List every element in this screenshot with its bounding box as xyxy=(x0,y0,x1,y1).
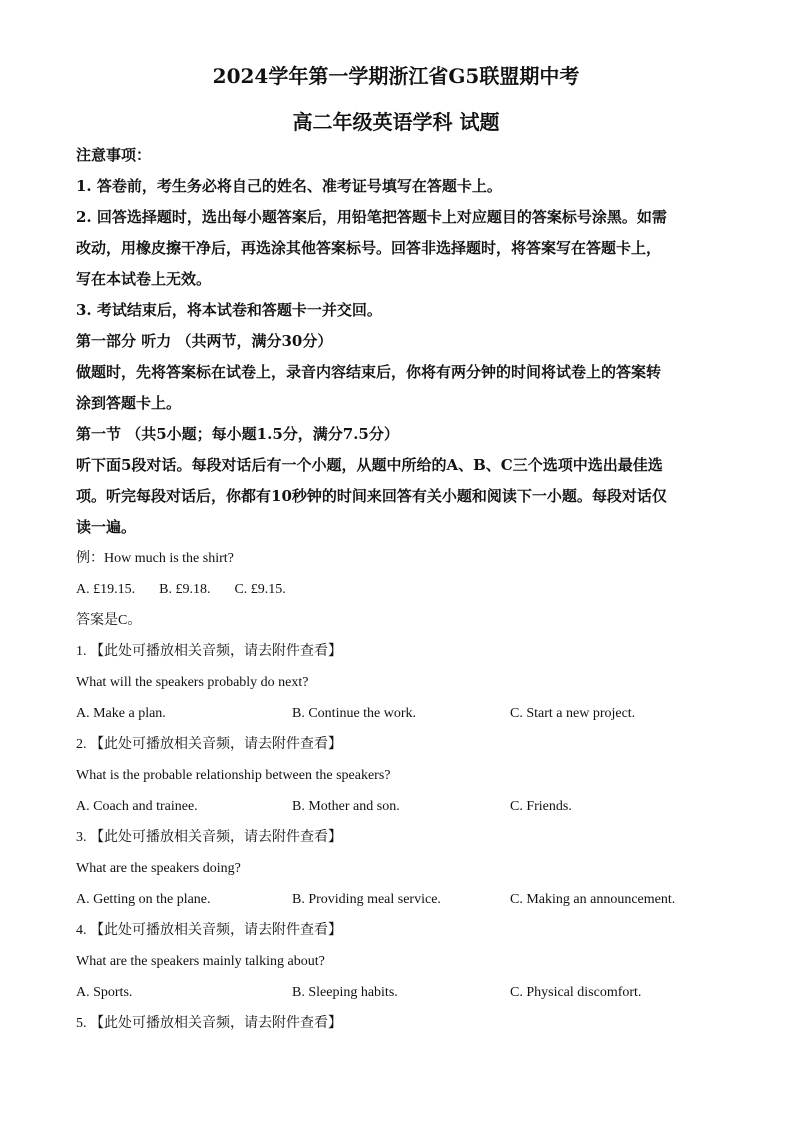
audio-placeholder[interactable]: 【此处可播放相关音频，请去附件查看】 xyxy=(90,736,342,752)
section1-intro-line-2: 项。听完每段对话后，你都有10秒钟的时间来回答有关小题和阅读下一小题。每段对话仅 xyxy=(76,487,667,505)
note-1: 1. 答卷前，考生务必将自己的姓名、准考证号填写在答题卡上。 xyxy=(76,177,502,195)
audio-placeholder[interactable]: 【此处可播放相关音频，请去附件查看】 xyxy=(90,643,342,659)
question-2-text: What is the probable relationship between the speakers? xyxy=(76,768,391,783)
option-c: C. Start a new project. xyxy=(510,706,636,721)
section1-heading: 第一节 （共5小题；每小题1.5分，满分7.5分） xyxy=(76,425,399,443)
option-a: A. Getting on the plane. xyxy=(76,892,211,907)
exam-page xyxy=(76,60,716,1039)
note-3: 3. 考试结束后，将本试卷和答题卡一并交回。 xyxy=(76,301,382,319)
option-b: B. Mother and son. xyxy=(292,799,400,814)
option-a: A. Make a plan. xyxy=(76,706,166,721)
question-2-audio[interactable] xyxy=(76,729,716,760)
option-c: C. Making an announcement. xyxy=(510,892,676,907)
note-2-line-1: 2. 回答选择题时，选出每小题答案后，用铅笔把答题卡上对应题目的答案标号涂黑。如需 xyxy=(76,208,667,226)
audio-placeholder[interactable]: 【此处可播放相关音频，请去附件查看】 xyxy=(90,1015,342,1031)
option-a: A. Sports. xyxy=(76,985,133,1000)
part1-heading: 第一部分 听力 （共两节，满分30分） xyxy=(76,332,333,350)
question-4-options xyxy=(76,977,716,1008)
exam-subtitle: 高二年级英语学科 试题 xyxy=(292,110,500,134)
option-c: C. Physical discomfort. xyxy=(510,985,642,1000)
question-3-options xyxy=(76,884,716,915)
part1-intro-line-2: 涂到答题卡上。 xyxy=(76,394,182,412)
question-number: 3. xyxy=(76,830,87,845)
question-1-text: What will the speakers probably do next? xyxy=(76,675,309,690)
note-2-line-2: 改动，用橡皮擦干净后，再选涂其他答案标号。回答非选择题时，将答案写在答题卡上， xyxy=(76,239,662,257)
example-option-c: C. £9.15. xyxy=(234,582,286,597)
section1-intro-line-3: 读一遍。 xyxy=(76,518,137,536)
option-b: B. Continue the work. xyxy=(292,706,417,721)
audio-placeholder[interactable]: 【此处可播放相关音频，请去附件查看】 xyxy=(90,922,342,938)
example-options xyxy=(76,574,716,605)
question-2-options xyxy=(76,791,716,822)
question-1-options xyxy=(76,698,716,729)
part1-intro-line-1: 做题时，先将答案标在试卷上，录音内容结束后，你将有两分钟的时间将试卷上的答案转 xyxy=(76,363,662,381)
question-number: 1. xyxy=(76,644,87,659)
question-4-audio[interactable] xyxy=(76,915,716,946)
example-option-b: B. £9.18. xyxy=(159,582,211,597)
option-b: B. Sleeping habits. xyxy=(292,985,398,1000)
question-4-text: What are the speakers mainly talking about? xyxy=(76,954,325,969)
option-a: A. Coach and trainee. xyxy=(76,799,198,814)
section1-intro-line-1: 听下面5段对话。每段对话后有一个小题，从题中所给的A、B、C三个选项中选出最佳选 xyxy=(76,456,663,474)
audio-placeholder[interactable]: 【此处可播放相关音频，请去附件查看】 xyxy=(90,829,342,845)
question-1-audio[interactable] xyxy=(76,636,716,667)
notes-heading: 注意事项： xyxy=(76,146,152,164)
question-number: 2. xyxy=(76,737,87,752)
note-2-line-3: 写在本试卷上无效。 xyxy=(76,270,212,288)
exam-title: 2024学年第一学期浙江省G5联盟期中考 xyxy=(212,64,580,88)
example-option-a: A. £19.15. xyxy=(76,582,136,597)
example-question: 例：How much is the shirt? xyxy=(76,551,234,566)
example-answer: 答案是C。 xyxy=(76,613,142,628)
question-3-audio[interactable] xyxy=(76,822,716,853)
option-c: C. Friends. xyxy=(510,799,572,814)
question-number: 5. xyxy=(76,1016,87,1031)
question-3-text: What are the speakers doing? xyxy=(76,861,241,876)
question-number: 4. xyxy=(76,923,87,938)
option-b: B. Providing meal service. xyxy=(292,892,441,907)
question-5-audio[interactable] xyxy=(76,1008,716,1039)
